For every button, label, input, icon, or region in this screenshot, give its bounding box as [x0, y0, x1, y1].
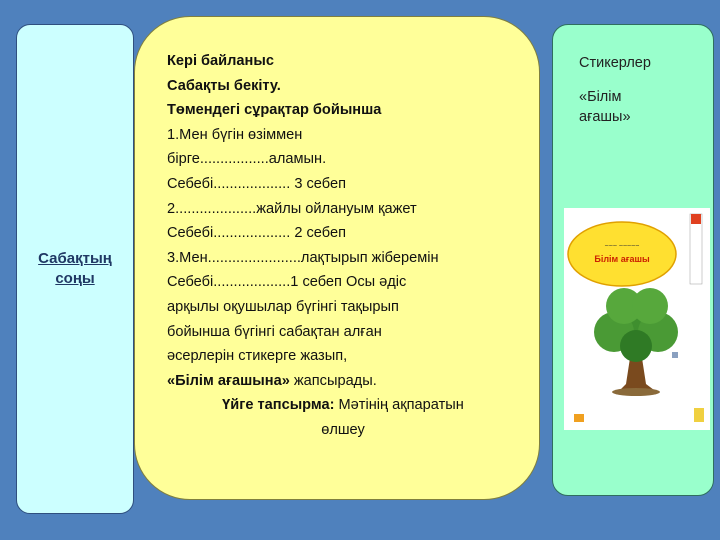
text-line: Себебі...................1 себеп Осы әдіс — [167, 274, 407, 291]
text-line: арқылы оқушылар бүгінгі тақырып — [167, 298, 399, 315]
text-line: Себебі................... 3 себеп — [167, 175, 346, 192]
center-panel — [134, 16, 540, 500]
tree-subtitle-1: «Білім — [579, 89, 622, 105]
tree-instruction-rest: жапсырады. — [289, 372, 377, 389]
text-line: әсерлерін стикерге жазып, — [167, 348, 348, 365]
tree-name-bold: «Білім ағашына» — [167, 372, 290, 389]
pencil-icon — [690, 214, 702, 284]
questions-heading: Төмендегі сұрақтар бойынша — [167, 102, 382, 119]
tree-ground — [612, 388, 660, 396]
feedback-heading: Кері байланыс — [167, 53, 274, 69]
small-mark — [694, 408, 704, 422]
text-line: 2....................жайлы ойлануым қажет — [167, 200, 417, 217]
tree-instruction — [167, 369, 519, 394]
left-panel — [16, 24, 134, 514]
tree-leaves — [620, 330, 652, 362]
tree-subtitle-2: ағашы» — [579, 109, 631, 125]
text-line: 1.Мен бүгін өзіммен — [167, 126, 303, 143]
lesson-review-heading: Сабақты бекіту. — [167, 77, 281, 94]
homework-label: Үйге тапсырма: — [222, 397, 335, 414]
text-line: бойынша бүгінгі сабақтан алған — [167, 323, 382, 340]
stickers-title: Стикерлер — [579, 55, 651, 71]
text-line: Себебі................... 2 себеп — [167, 225, 346, 242]
homework-line — [167, 393, 519, 418]
pencil-tip — [691, 214, 701, 224]
text-line: 3.Мен.......................лақтырып жіберемін — [167, 249, 439, 266]
text-line: бірге.................аламын. — [167, 151, 327, 168]
homework-text: Мәтінің ақпаратын — [334, 397, 464, 414]
small-mark — [672, 352, 678, 358]
lesson-end-title: Сабақтың соңы — [38, 250, 112, 287]
tree-leaves — [632, 288, 668, 324]
tree-trunk — [620, 358, 654, 390]
homework-line-2: өлшеу — [321, 421, 365, 438]
small-mark — [574, 414, 584, 422]
sign-text: Білім ағашы — [594, 254, 650, 264]
sign-caption: ~~~ ~~~~~ — [604, 243, 640, 250]
knowledge-tree-icon — [564, 208, 710, 430]
